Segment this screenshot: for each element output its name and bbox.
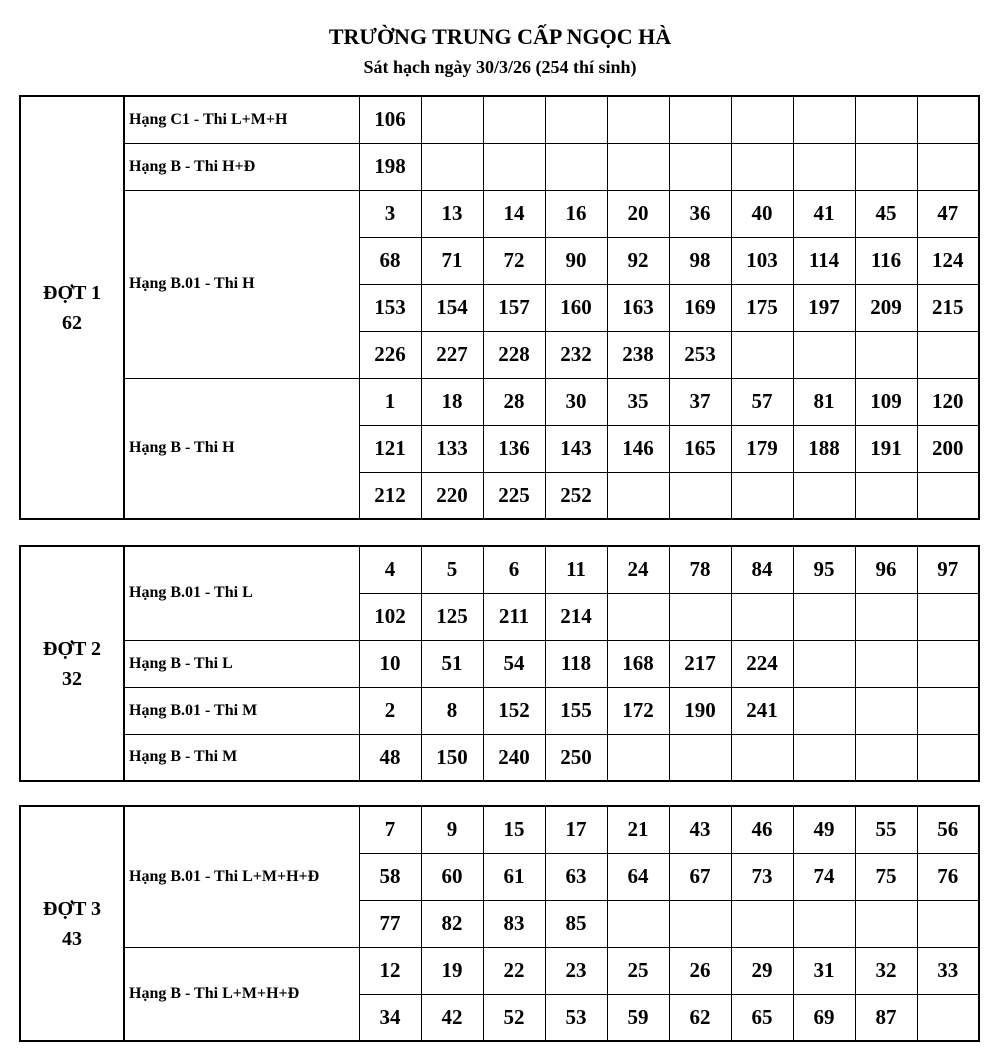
candidate-number: 4 [359, 546, 421, 593]
candidate-number [731, 900, 793, 947]
class-label: Hạng B - Thi L [124, 640, 359, 687]
candidate-number: 48 [359, 734, 421, 781]
candidate-number: 29 [731, 947, 793, 994]
candidate-number: 215 [917, 284, 979, 331]
class-label: Hạng B - Thi H+Đ [124, 143, 359, 190]
candidate-number: 160 [545, 284, 607, 331]
round-table [19, 805, 980, 1042]
candidate-number [607, 96, 669, 143]
candidate-number: 96 [855, 546, 917, 593]
candidate-number [421, 143, 483, 190]
candidate-number: 8 [421, 687, 483, 734]
candidate-number: 64 [607, 853, 669, 900]
candidate-number: 10 [359, 640, 421, 687]
candidate-number [793, 687, 855, 734]
candidate-number: 61 [483, 853, 545, 900]
candidate-number: 114 [793, 237, 855, 284]
candidate-number: 40 [731, 190, 793, 237]
candidate-number: 226 [359, 331, 421, 378]
candidate-number [917, 900, 979, 947]
candidate-number: 42 [421, 994, 483, 1041]
candidate-number [793, 143, 855, 190]
candidate-number: 175 [731, 284, 793, 331]
candidate-number [793, 900, 855, 947]
candidate-number [483, 143, 545, 190]
class-label: Hạng B.01 - Thi M [124, 687, 359, 734]
candidate-number [731, 331, 793, 378]
candidate-number [669, 143, 731, 190]
candidate-number: 21 [607, 806, 669, 853]
round-name: ĐỢT 2 [43, 637, 101, 660]
table-row [20, 734, 979, 781]
candidate-number: 200 [917, 425, 979, 472]
candidate-number: 228 [483, 331, 545, 378]
candidate-number [855, 143, 917, 190]
candidate-number: 26 [669, 947, 731, 994]
candidate-number: 252 [545, 472, 607, 519]
candidate-number: 58 [359, 853, 421, 900]
candidate-number: 198 [359, 143, 421, 190]
candidate-number [793, 472, 855, 519]
candidate-number: 102 [359, 593, 421, 640]
candidate-number: 118 [545, 640, 607, 687]
candidate-number [669, 96, 731, 143]
candidate-number: 82 [421, 900, 483, 947]
candidate-number [855, 96, 917, 143]
candidate-number: 238 [607, 331, 669, 378]
candidate-number [607, 593, 669, 640]
candidate-number [669, 472, 731, 519]
round-count: 62 [62, 311, 82, 334]
candidate-number: 63 [545, 853, 607, 900]
table-row [20, 96, 979, 143]
candidate-number: 35 [607, 378, 669, 425]
candidate-number: 103 [731, 237, 793, 284]
candidate-number [731, 734, 793, 781]
candidate-number: 47 [917, 190, 979, 237]
candidate-number [855, 472, 917, 519]
candidate-number: 53 [545, 994, 607, 1041]
candidate-number: 150 [421, 734, 483, 781]
candidate-number: 92 [607, 237, 669, 284]
candidate-number: 168 [607, 640, 669, 687]
candidate-number [793, 96, 855, 143]
candidate-number: 133 [421, 425, 483, 472]
candidate-number: 209 [855, 284, 917, 331]
candidate-number [607, 143, 669, 190]
candidate-number: 240 [483, 734, 545, 781]
round-table [19, 545, 980, 782]
candidate-number: 22 [483, 947, 545, 994]
candidate-number: 153 [359, 284, 421, 331]
candidate-number: 14 [483, 190, 545, 237]
candidate-number [545, 143, 607, 190]
candidate-number: 72 [483, 237, 545, 284]
candidate-number: 155 [545, 687, 607, 734]
candidate-number: 116 [855, 237, 917, 284]
table-row [20, 640, 979, 687]
candidate-number [855, 331, 917, 378]
candidate-number [483, 96, 545, 143]
candidate-number: 5 [421, 546, 483, 593]
candidate-number [793, 593, 855, 640]
candidate-number [731, 472, 793, 519]
candidate-number: 250 [545, 734, 607, 781]
candidate-number [917, 687, 979, 734]
candidate-number: 69 [793, 994, 855, 1041]
candidate-number: 146 [607, 425, 669, 472]
candidate-number: 45 [855, 190, 917, 237]
candidate-number: 217 [669, 640, 731, 687]
candidate-number: 211 [483, 593, 545, 640]
candidate-number: 241 [731, 687, 793, 734]
candidate-number: 20 [607, 190, 669, 237]
class-label: Hạng B - Thi H [124, 378, 359, 519]
round-name: ĐỢT 3 [43, 897, 101, 920]
candidate-number: 191 [855, 425, 917, 472]
candidate-number: 109 [855, 378, 917, 425]
candidate-number: 1 [359, 378, 421, 425]
candidate-number: 87 [855, 994, 917, 1041]
candidate-number: 30 [545, 378, 607, 425]
candidate-number: 154 [421, 284, 483, 331]
candidate-number [669, 734, 731, 781]
candidate-number: 225 [483, 472, 545, 519]
candidate-number [917, 734, 979, 781]
candidate-number: 212 [359, 472, 421, 519]
candidate-number: 76 [917, 853, 979, 900]
candidate-number [731, 143, 793, 190]
candidate-number: 125 [421, 593, 483, 640]
candidate-number: 98 [669, 237, 731, 284]
candidate-number [607, 900, 669, 947]
candidate-number: 54 [483, 640, 545, 687]
candidate-number: 25 [607, 947, 669, 994]
candidate-number: 34 [359, 994, 421, 1041]
candidate-number: 152 [483, 687, 545, 734]
table-row [20, 947, 979, 994]
candidate-number: 172 [607, 687, 669, 734]
candidate-number: 227 [421, 331, 483, 378]
candidate-number [793, 331, 855, 378]
candidate-number: 95 [793, 546, 855, 593]
candidate-number: 23 [545, 947, 607, 994]
candidate-number: 51 [421, 640, 483, 687]
candidate-number: 41 [793, 190, 855, 237]
candidate-number: 11 [545, 546, 607, 593]
candidate-number: 214 [545, 593, 607, 640]
candidate-number: 124 [917, 237, 979, 284]
candidate-number: 75 [855, 853, 917, 900]
candidate-number: 85 [545, 900, 607, 947]
round-label [20, 96, 124, 519]
candidate-number: 56 [917, 806, 979, 853]
candidate-number [855, 687, 917, 734]
candidate-number: 232 [545, 331, 607, 378]
candidate-number: 190 [669, 687, 731, 734]
candidate-number [917, 331, 979, 378]
candidate-number [917, 96, 979, 143]
candidate-number: 7 [359, 806, 421, 853]
candidate-number: 17 [545, 806, 607, 853]
candidate-number: 18 [421, 378, 483, 425]
round-count: 43 [62, 927, 82, 950]
candidate-number: 143 [545, 425, 607, 472]
candidate-number: 24 [607, 546, 669, 593]
candidate-number: 163 [607, 284, 669, 331]
candidate-number: 157 [483, 284, 545, 331]
candidate-number: 13 [421, 190, 483, 237]
candidate-number: 197 [793, 284, 855, 331]
candidate-number [793, 734, 855, 781]
candidate-number: 224 [731, 640, 793, 687]
candidate-number: 67 [669, 853, 731, 900]
class-label: Hạng B.01 - Thi L [124, 546, 359, 640]
candidate-number [917, 994, 979, 1041]
candidate-number: 2 [359, 687, 421, 734]
round-label [20, 806, 124, 1041]
candidate-number: 84 [731, 546, 793, 593]
candidate-number [669, 593, 731, 640]
candidate-number [669, 900, 731, 947]
candidate-number [917, 593, 979, 640]
candidate-number: 59 [607, 994, 669, 1041]
candidate-number [607, 472, 669, 519]
candidate-number [855, 734, 917, 781]
candidate-number [421, 96, 483, 143]
candidate-number [545, 96, 607, 143]
table-row [20, 806, 979, 853]
candidate-number: 52 [483, 994, 545, 1041]
candidate-number: 33 [917, 947, 979, 994]
round-label [20, 546, 124, 781]
class-label: Hạng B.01 - Thi L+M+H+Đ [124, 806, 359, 947]
candidate-number: 83 [483, 900, 545, 947]
candidate-number: 62 [669, 994, 731, 1041]
candidate-number [793, 640, 855, 687]
candidate-number [917, 143, 979, 190]
candidate-number: 57 [731, 378, 793, 425]
candidate-number: 31 [793, 947, 855, 994]
candidate-number: 179 [731, 425, 793, 472]
candidate-number: 169 [669, 284, 731, 331]
class-label: Hạng C1 - Thi L+M+H [124, 96, 359, 143]
candidate-number: 12 [359, 947, 421, 994]
candidate-number: 46 [731, 806, 793, 853]
candidate-number: 188 [793, 425, 855, 472]
candidate-number: 165 [669, 425, 731, 472]
candidate-number [855, 593, 917, 640]
table-row [20, 378, 979, 425]
candidate-number: 97 [917, 546, 979, 593]
candidate-number [731, 96, 793, 143]
candidate-number: 65 [731, 994, 793, 1041]
round-count: 32 [62, 667, 82, 690]
page-subtitle: Sát hạch ngày 30/3/26 (254 thí sinh) [363, 57, 637, 77]
candidate-number [607, 734, 669, 781]
candidate-number: 37 [669, 378, 731, 425]
table-row [20, 190, 979, 237]
candidate-number [917, 472, 979, 519]
candidate-number: 106 [359, 96, 421, 143]
candidate-number: 68 [359, 237, 421, 284]
candidate-number: 6 [483, 546, 545, 593]
candidate-number: 15 [483, 806, 545, 853]
table-row [20, 143, 979, 190]
candidate-number: 136 [483, 425, 545, 472]
candidate-number: 90 [545, 237, 607, 284]
candidate-number: 55 [855, 806, 917, 853]
candidate-number [731, 593, 793, 640]
candidate-number: 81 [793, 378, 855, 425]
candidate-number: 78 [669, 546, 731, 593]
class-label: Hạng B - Thi M [124, 734, 359, 781]
candidate-number: 253 [669, 331, 731, 378]
round-table [19, 95, 980, 520]
candidate-number: 220 [421, 472, 483, 519]
candidate-number: 120 [917, 378, 979, 425]
candidate-number: 71 [421, 237, 483, 284]
candidate-number: 19 [421, 947, 483, 994]
candidate-number: 73 [731, 853, 793, 900]
candidate-number: 28 [483, 378, 545, 425]
candidate-number: 16 [545, 190, 607, 237]
candidate-number: 77 [359, 900, 421, 947]
candidate-number: 9 [421, 806, 483, 853]
table-row [20, 546, 979, 593]
candidate-number: 43 [669, 806, 731, 853]
class-label: Hạng B.01 - Thi H [124, 190, 359, 378]
class-label: Hạng B - Thi L+M+H+Đ [124, 947, 359, 1041]
candidate-number: 49 [793, 806, 855, 853]
candidate-number [917, 640, 979, 687]
candidate-number [855, 640, 917, 687]
page-title: TRƯỜNG TRUNG CẤP NGỌC HÀ [328, 24, 672, 49]
candidate-number: 3 [359, 190, 421, 237]
candidate-number [855, 900, 917, 947]
candidate-number: 74 [793, 853, 855, 900]
table-row [20, 687, 979, 734]
candidate-number: 32 [855, 947, 917, 994]
candidate-number: 36 [669, 190, 731, 237]
candidate-number: 60 [421, 853, 483, 900]
candidate-number: 121 [359, 425, 421, 472]
round-name: ĐỢT 1 [43, 281, 101, 304]
